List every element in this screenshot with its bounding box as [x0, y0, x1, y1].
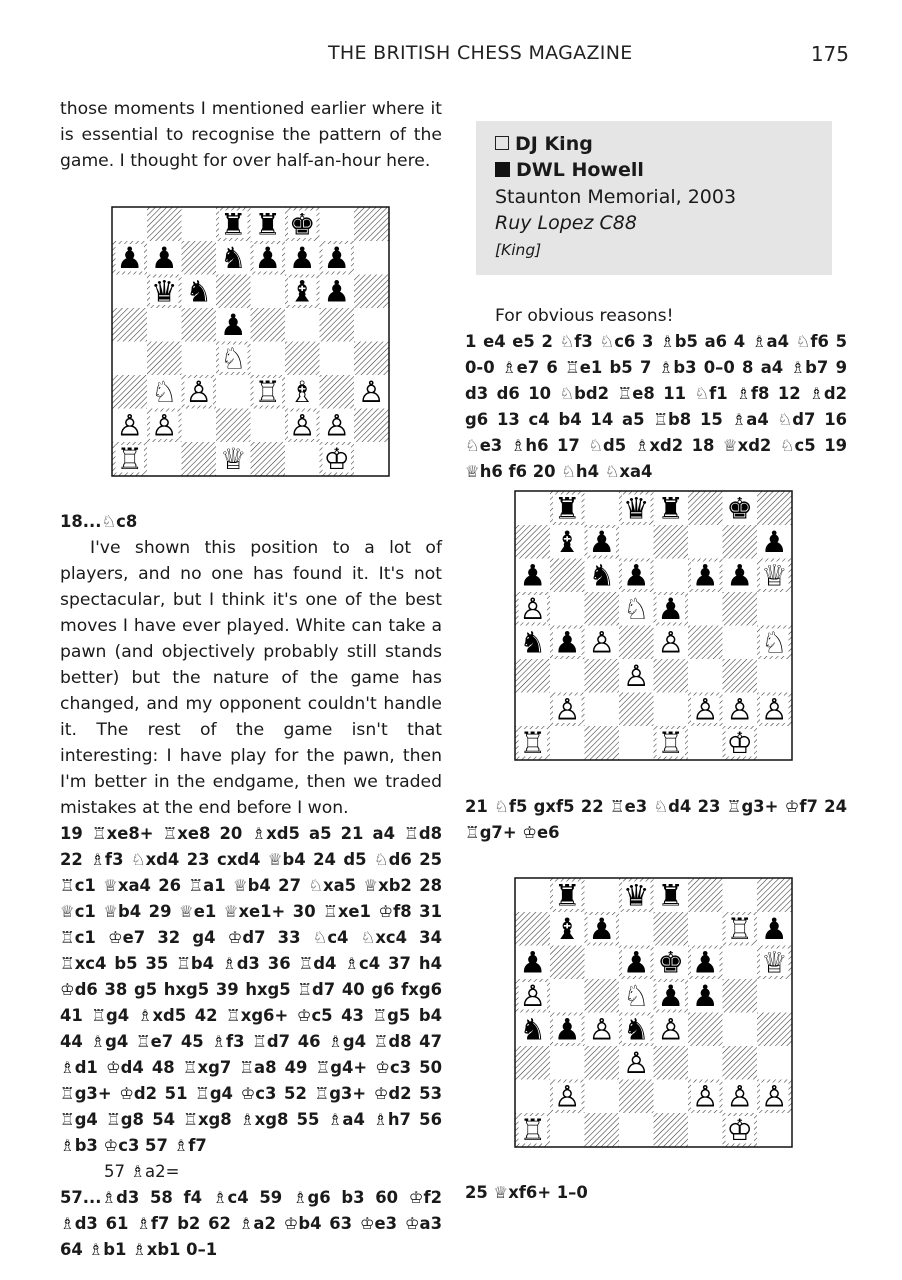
dark-square [585, 659, 620, 693]
black-bishop-icon: ♝ [554, 911, 581, 946]
white-pawn-icon: ♙ [554, 1079, 581, 1114]
dark-square [585, 592, 620, 626]
right-intro [465, 303, 847, 485]
black-rook-icon: ♜ [254, 207, 281, 242]
chess-diagram-3 [514, 877, 793, 1152]
final-move: 25 ♕xf6+ 1–0 [465, 1183, 588, 1202]
black-knight-icon: ♞ [220, 240, 247, 275]
dark-square [354, 409, 389, 443]
dark-square [516, 525, 551, 559]
black-player: DWL Howell [516, 159, 644, 181]
dark-square [654, 525, 689, 559]
white-pawn-icon: ♙ [692, 692, 719, 727]
white-player: DJ King [515, 133, 593, 155]
black-pawn-icon: ♟ [519, 945, 546, 980]
black-rook-icon: ♜ [657, 491, 684, 526]
white-pawn-icon: ♙ [761, 692, 788, 727]
white-pawn-icon: ♙ [358, 374, 385, 409]
dark-square [354, 275, 389, 309]
white-player-line [495, 133, 593, 155]
dark-square [550, 559, 585, 593]
dark-square [113, 375, 148, 409]
dark-square [688, 1013, 723, 1047]
dark-square [320, 375, 355, 409]
dark-square [585, 1113, 620, 1147]
left-intro [60, 96, 442, 174]
dark-square [354, 208, 389, 242]
black-knight-icon: ♞ [623, 1012, 650, 1047]
annotator: [King] [495, 241, 542, 259]
dark-square [516, 912, 551, 946]
white-rook-icon: ♖ [519, 725, 546, 760]
white-pawn-icon: ♙ [323, 408, 350, 443]
black-queen-icon: ♛ [623, 878, 650, 913]
right-intro-text: For obvious reasons! [495, 306, 674, 326]
dark-square [619, 693, 654, 727]
black-pawn-icon: ♟ [623, 558, 650, 593]
white-pawn-icon: ♙ [657, 1012, 684, 1047]
dark-square [182, 241, 217, 275]
commentary-paragraph: I've shown this position to a lot of players, and no one has found it. It's not spectacular, but I think it's one of the best moves I have ever played. White can take a pawn (and objectively probably still stands better) but the nature of the game has changed, and my opponent couldn't handle it. The rest of the game isn't that interesting: I have play for the pawn, then I'm better in the endgame, then we traded mistakes at the end before I won. [60, 538, 442, 818]
black-pawn-icon: ♟ [151, 240, 178, 275]
dark-square [723, 1046, 758, 1080]
black-rook-icon: ♜ [554, 878, 581, 913]
dark-square [516, 659, 551, 693]
white-pawn-icon: ♙ [519, 978, 546, 1013]
dark-square [723, 525, 758, 559]
black-pawn-icon: ♟ [554, 1012, 581, 1047]
black-pawn-icon: ♟ [554, 625, 581, 660]
black-player-line [495, 159, 644, 181]
dark-square [654, 1046, 689, 1080]
dark-square [654, 912, 689, 946]
white-square-icon [495, 136, 509, 150]
white-pawn-icon: ♙ [623, 658, 650, 693]
game-moves-final: 57...♗d3 58 f4 ♗c4 59 ♗g6 b3 60 ♔f2 ♗d3 61 ♗f7 b2 62 ♗a2 ♔b4 63 ♔e3 ♔a3 64 ♗b1 ♗xb1 0–1 [60, 1188, 442, 1259]
dark-square [182, 442, 217, 476]
intro-paragraph: those moments I mentioned earlier where it is essential to recognise the pattern of the game. I thought for over half-an-hour here. [60, 99, 442, 171]
white-pawn-icon: ♙ [761, 1079, 788, 1114]
dark-square [516, 1046, 551, 1080]
white-king-icon: ♔ [726, 1112, 753, 1147]
dark-square [113, 308, 148, 342]
page-header [0, 40, 902, 70]
dark-square [723, 659, 758, 693]
white-knight-icon: ♘ [220, 341, 247, 376]
dark-square [285, 342, 320, 376]
dark-square [654, 659, 689, 693]
dark-square [688, 879, 723, 913]
black-pawn-icon: ♟ [623, 945, 650, 980]
white-pawn-icon: ♙ [726, 692, 753, 727]
move-18-heading: 18...♘c8 [60, 512, 138, 531]
white-pawn-icon: ♙ [519, 591, 546, 626]
white-queen-icon: ♕ [761, 558, 788, 593]
white-pawn-icon: ♙ [692, 1079, 719, 1114]
dark-square [619, 1080, 654, 1114]
alternative-move: 57 ♗a2= [104, 1162, 180, 1181]
dark-square [723, 592, 758, 626]
black-bishop-icon: ♝ [289, 274, 316, 309]
dark-square [147, 208, 182, 242]
event-name: Staunton Memorial, 2003 [495, 186, 737, 208]
black-knight-icon: ♞ [588, 558, 615, 593]
dark-square [216, 275, 251, 309]
white-pawn-icon: ♙ [554, 692, 581, 727]
black-queen-icon: ♛ [151, 274, 178, 309]
game-moves-21-24: 21 ♘f5 gxf5 22 ♖e3 ♘d4 23 ♖g3+ ♔f7 24 ♖g7+ ♔e6 [465, 797, 847, 842]
black-pawn-icon: ♟ [116, 240, 143, 275]
white-knight-icon: ♘ [761, 625, 788, 660]
white-rook-icon: ♖ [254, 374, 281, 409]
opening-name: Ruy Lopez C88 [495, 212, 637, 234]
black-pawn-icon: ♟ [220, 307, 247, 342]
magazine-title: THE BRITISH CHESS MAGAZINE [328, 42, 633, 64]
black-pawn-icon: ♟ [657, 978, 684, 1013]
dark-square [216, 409, 251, 443]
white-pawn-icon: ♙ [657, 625, 684, 660]
black-pawn-icon: ♟ [323, 274, 350, 309]
black-rook-icon: ♜ [554, 491, 581, 526]
black-bishop-icon: ♝ [554, 524, 581, 559]
black-king-icon: ♚ [657, 945, 684, 980]
dark-square [688, 492, 723, 526]
game-moves-continuation: 19 ♖xe8+ ♖xe8 20 ♗xd5 a5 21 a4 ♖d8 22 ♗f3 ♘xd4 23 cxd4 ♕b4 24 d5 ♘d6 25 ♖c1 ♕xa4 26 ♖a1 ♕b4 27 ♘xa5 ♕xb2 28 ♕c1 ♕b4 29 ♕e1 ♕xe1+ 30 ♖xe1 ♔f8 31 ♖c1 ♔e7 32 g4 ♔d7 33 ♘c4 ♘xc4 34 ♖xc4 b5 35 ♖b4 ♗d3 36 ♖d4 ♗c4 37 h4 ♔d6 38 g5 hxg5 39 hxg5 ♖d7 40 g6 fxg6 41 ♖g4 ♗xd5 42 ♖xg6+ ♔c5 43 ♖g5 b4 44 ♗g4 ♖e7 45 ♗f3 ♖d7 46 ♗g4 ♖d8 47 ♗d1 ♔d4 48 ♖xg7 ♖a8 49 ♖g4+ ♔c3 50 ♖g3+ ♔d2 51 ♖g4 ♔c3 52 ♖g3+ ♔d2 53 ♖g4 ♖g8 54 ♖xg8 ♗xg8 55 ♗a4 ♗h7 56 ♗b3 ♔c3 57 ♗f7 [60, 824, 442, 1155]
black-pawn-icon: ♟ [657, 591, 684, 626]
white-queen-icon: ♕ [220, 441, 247, 476]
right-moves-3 [465, 1180, 847, 1206]
dark-square [723, 979, 758, 1013]
game-info-box [476, 121, 832, 275]
dark-square [585, 979, 620, 1013]
white-pawn-icon: ♙ [588, 1012, 615, 1047]
white-pawn-icon: ♙ [623, 1045, 650, 1080]
black-pawn-icon: ♟ [254, 240, 281, 275]
left-main-text [60, 509, 442, 1263]
chess-diagram-1 [111, 206, 390, 481]
right-moves-2 [465, 794, 847, 846]
black-king-icon: ♚ [726, 491, 753, 526]
game-opening-moves: 1 e4 e5 2 ♘f3 ♘c6 3 ♗b5 a6 4 ♗a4 ♘f6 5 0-0 ♗e7 6 ♖e1 b5 7 ♗b3 0–0 8 a4 ♗b7 9 d3 d6 10 ♘bd2 ♖e8 11 ♘f1 ♗f8 12 ♗d2 g6 13 c4 b4 14 a5 ♖b8 15 ♗a4 ♘d7 16 ♘e3 ♗h6 17 ♘d5 ♗xd2 18 ♕xd2 ♘c5 19 ♕h6 f6 20 ♘h4 ♘xa4 [465, 332, 847, 481]
white-pawn-icon: ♙ [185, 374, 212, 409]
dark-square [688, 626, 723, 660]
black-pawn-icon: ♟ [726, 558, 753, 593]
dark-square [585, 726, 620, 760]
black-knight-icon: ♞ [185, 274, 212, 309]
black-queen-icon: ♛ [623, 491, 650, 526]
black-pawn-icon: ♟ [323, 240, 350, 275]
black-knight-icon: ♞ [519, 1012, 546, 1047]
white-king-icon: ♔ [323, 441, 350, 476]
dark-square [757, 492, 792, 526]
dark-square [182, 308, 217, 342]
black-king-icon: ♚ [289, 207, 316, 242]
white-pawn-icon: ♙ [588, 625, 615, 660]
dark-square [757, 879, 792, 913]
dark-square [251, 308, 286, 342]
white-pawn-icon: ♙ [151, 408, 178, 443]
black-pawn-icon: ♟ [692, 558, 719, 593]
dark-square [320, 308, 355, 342]
black-knight-icon: ♞ [519, 625, 546, 660]
dark-square [354, 342, 389, 376]
white-rook-icon: ♖ [726, 911, 753, 946]
white-king-icon: ♔ [726, 725, 753, 760]
dark-square [251, 442, 286, 476]
white-rook-icon: ♖ [657, 725, 684, 760]
black-pawn-icon: ♟ [588, 911, 615, 946]
dark-square [585, 1046, 620, 1080]
black-pawn-icon: ♟ [761, 524, 788, 559]
black-pawn-icon: ♟ [519, 558, 546, 593]
white-knight-icon: ♘ [623, 978, 650, 1013]
black-square-icon [495, 162, 510, 177]
dark-square [757, 1013, 792, 1047]
black-pawn-icon: ♟ [692, 978, 719, 1013]
white-knight-icon: ♘ [623, 591, 650, 626]
dark-square [550, 946, 585, 980]
white-pawn-icon: ♙ [116, 408, 143, 443]
white-queen-icon: ♕ [761, 945, 788, 980]
dark-square [147, 342, 182, 376]
black-pawn-icon: ♟ [588, 524, 615, 559]
white-rook-icon: ♖ [116, 441, 143, 476]
white-pawn-icon: ♙ [726, 1079, 753, 1114]
white-bishop-icon: ♗ [289, 374, 316, 409]
white-knight-icon: ♘ [151, 374, 178, 409]
white-pawn-icon: ♙ [289, 408, 316, 443]
black-pawn-icon: ♟ [692, 945, 719, 980]
dark-square [619, 626, 654, 660]
black-pawn-icon: ♟ [761, 911, 788, 946]
chess-diagram-2 [514, 490, 793, 765]
white-rook-icon: ♖ [519, 1112, 546, 1147]
black-rook-icon: ♜ [220, 207, 247, 242]
dark-square [654, 1113, 689, 1147]
black-rook-icon: ♜ [657, 878, 684, 913]
page-number: 175 [810, 42, 849, 66]
black-pawn-icon: ♟ [289, 240, 316, 275]
